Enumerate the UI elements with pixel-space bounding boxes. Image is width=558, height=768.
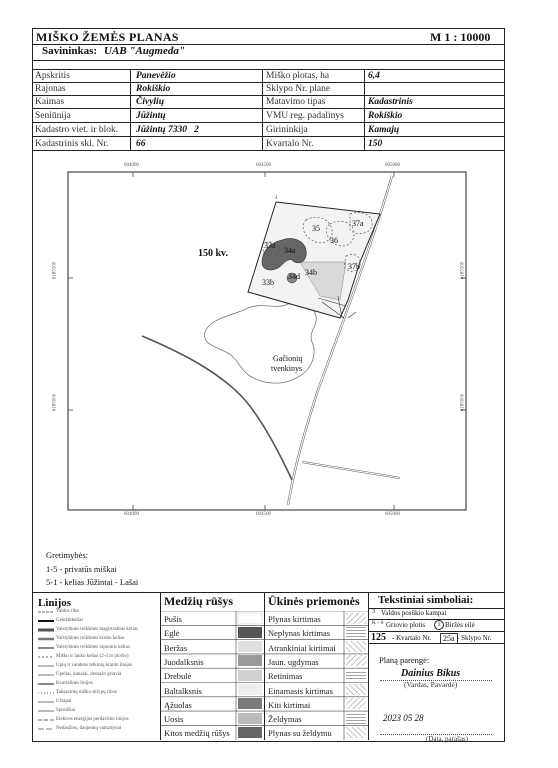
plan-date: 2023 05 28: [383, 713, 424, 723]
coord-top: 604500: [256, 163, 271, 168]
info-value: Čivylių: [136, 97, 164, 107]
plan-sub-label: (Vardas, Pavardė): [404, 680, 458, 689]
info-label: Kadastro viet. ir blok.: [35, 125, 119, 135]
coord-left: 6185500: [52, 261, 58, 280]
coord-bottom: 605000: [385, 512, 400, 517]
kvartalas-label: 150 kv.: [198, 248, 229, 259]
info-value: Panevėžio: [136, 71, 176, 81]
info-value: Rokiškio: [368, 111, 403, 121]
coord-right: 6185000: [460, 393, 466, 412]
species-item: Uosis: [164, 714, 184, 724]
species-item: Drebulė: [164, 671, 192, 681]
tekstiniai-row: Valdos posūkio kampai: [381, 609, 447, 617]
info-label: Kadastrinis skl. Nr.: [35, 139, 109, 149]
line-legend-item: Geležinkelias: [56, 618, 84, 623]
species-item: Juodalksnis: [164, 657, 204, 667]
coord-bottom: 604000: [124, 512, 139, 517]
info-label: Rajonas: [35, 84, 66, 94]
info-value: Jūžintų: [136, 111, 166, 121]
line-legend-item: Užtapai: [56, 699, 72, 704]
coord-left: 6185000: [52, 393, 58, 412]
parcel-label: 33b: [262, 278, 274, 287]
sklypo-number: 25a: [440, 633, 458, 644]
divider: [368, 592, 369, 740]
plan-name: Dainius Bikus: [401, 668, 461, 679]
species-item: Baltalksnis: [164, 686, 202, 696]
line-legend-item: Valstybinės reikšmės magistralinis kelias: [56, 627, 139, 632]
gretimybes-item: 5-1 - kelias Jūžintai - Lašai: [46, 577, 139, 587]
line-legend-item: Elektros energijos perdavimo linijos: [56, 717, 129, 722]
lake-label: tvenkinys: [271, 364, 303, 373]
info-label: Miško plotas, ha: [266, 71, 330, 81]
line-legend-item: Miško ir lauko kelias (2-4 m pločio): [56, 654, 129, 659]
info-label: VMU reg. padalinys: [266, 111, 344, 121]
tekstiniai-row: - Sklypo Nr.: [457, 634, 492, 642]
line-legend-item: Nedaužios, daujenkų vamzdynai: [56, 726, 122, 731]
species-item: Kitos medžių rūšys: [164, 728, 230, 738]
info-label: Matavimo tipas: [266, 97, 326, 107]
species-item: Eglė: [164, 628, 180, 638]
info-label: Apskritis: [35, 71, 70, 81]
tekstiniai-row: - Kvartalo Nr.: [392, 634, 432, 642]
info-label: Girininkija: [266, 125, 308, 135]
line-legend-item: Sprodžiai: [56, 708, 76, 713]
sign-label: (Data, parašas): [426, 735, 468, 743]
ukines-item: Jaun. ugdymas: [268, 657, 319, 667]
species-item: Ąžuolas: [164, 700, 192, 710]
line-legend-item: Valstybinės reikšmės krašto kelias: [56, 636, 125, 641]
line-legend-item: Kvartalinės linijos: [56, 681, 93, 686]
line-legend-item: Valdos riba: [56, 609, 79, 614]
coord-top: 604000: [124, 163, 139, 168]
ukines-item: Einamasis kirtimas: [268, 686, 333, 696]
kvartalas-number: 125: [371, 632, 386, 643]
parcel-label: 34a: [284, 246, 296, 255]
line-symbols: [36, 609, 56, 739]
ukines-item: Neplynas kirtimas: [268, 628, 331, 638]
info-value: Rokiškio: [136, 84, 171, 94]
line-legend-item: Upeliai, kanalai, drenažo griovia: [56, 672, 122, 677]
species-item: Beržas: [164, 643, 188, 653]
plan-label: Planą parengė:: [379, 655, 430, 665]
map-scale: M 1 : 10000: [430, 30, 491, 44]
ukines-item: Plynas su želdymu: [268, 728, 332, 738]
tekstiniai-title: Tekstiniai simboliai:: [378, 594, 474, 606]
ukines-item: Želdymas: [268, 714, 302, 724]
info-label: Kaimas: [35, 97, 65, 107]
info-label: Seniūnija: [35, 111, 71, 121]
info-value: Kamajų: [368, 125, 400, 135]
species-item: Pušis: [164, 614, 182, 624]
gretimybes-item: 1-5 - privatūs miškai: [46, 564, 117, 574]
ukines-item: Atrankiniai kirtimai: [268, 643, 336, 653]
divider: [368, 631, 504, 632]
info-value: Jūžintų 7330 2: [136, 125, 199, 135]
parcel-label: 36: [330, 236, 338, 245]
ukines-title: Ūkinės priemonės: [268, 594, 360, 608]
line-legend-item: Valstybinės reikšmės rajoninis kelias: [56, 645, 130, 650]
linijos-title: Linijos: [38, 597, 72, 609]
coord-bottom: 604500: [256, 512, 271, 517]
parcel-label: 35: [312, 224, 320, 233]
line-legend-item: Upių ir vandens telkinių kranto linijos: [56, 663, 133, 668]
lake-label: Gačionių: [273, 354, 303, 363]
ukines-item: Retinimas: [268, 671, 303, 681]
ukines-item: Plynas kirtimas: [268, 614, 321, 624]
parcel-label: 33a: [264, 241, 276, 250]
owner-value: UAB "Augmeda": [104, 45, 185, 57]
corner-symbol-icon: 3: [372, 609, 375, 615]
parcel-label: 37b: [348, 262, 360, 271]
species-title: Medžių rūšys: [164, 594, 233, 608]
owner-label: Savininkas:: [42, 45, 98, 57]
line-legend-item: Taksacinių miško sklypų ribos: [56, 690, 117, 695]
info-value: Kadastrinis: [368, 97, 413, 107]
ukines-item: Kiti kirtimai: [268, 700, 311, 710]
birze-circle-icon: 1: [434, 620, 444, 630]
document-title: MIŠKO ŽEMĖS PLANAS: [36, 30, 179, 44]
info-value: 66: [136, 139, 146, 149]
parcel-label: 34b: [305, 268, 317, 277]
coord-right: 6185500: [460, 261, 466, 280]
coord-top: 605000: [385, 163, 400, 168]
info-value: 6,4: [368, 71, 380, 81]
info-label: Sklypo Nr. plane: [266, 84, 331, 94]
info-label: Kvartalo Nr.: [266, 139, 314, 149]
gretimybes-title: Gretimybės:: [46, 550, 89, 560]
ditch-icon: K ÷ 6: [372, 621, 384, 626]
divider: [368, 643, 504, 644]
corner-mark: 4: [275, 196, 278, 201]
parcel-label: 34d: [288, 272, 300, 281]
tekstiniai-row: Griovio plotis: [386, 621, 426, 629]
info-value: 150: [368, 139, 383, 149]
divider: [32, 592, 504, 593]
tekstiniai-row: Biržės eilė: [445, 621, 475, 629]
parcel-label: 37a: [352, 219, 364, 228]
